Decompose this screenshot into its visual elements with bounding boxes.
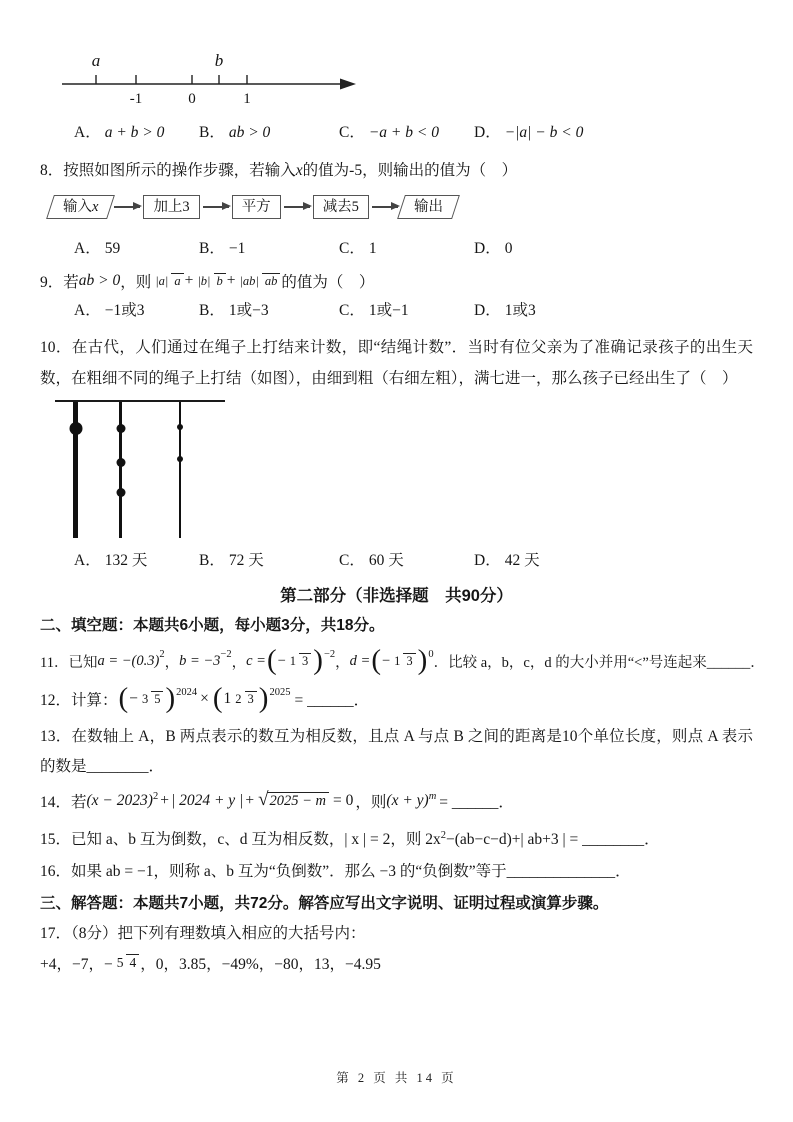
right-paren: ) (258, 682, 269, 715)
q9-condition: ab > 0 (78, 272, 121, 289)
point-a-label: a (91, 51, 101, 70)
axis-arrowhead-icon (340, 79, 356, 90)
option-value: 1或−1 (368, 302, 409, 319)
option-value: 72 天 (228, 552, 264, 569)
solution-section-heading: 三、解答题：本题共7小题，共72分。解答应写出文字说明、证明过程或演算步骤。 (40, 895, 609, 913)
minus-sign: − (277, 652, 286, 669)
fraction (114, 955, 140, 971)
q10-option-a (74, 550, 199, 572)
fraction (287, 654, 312, 669)
fraction-denominator: 3 (403, 653, 415, 668)
q7-option-a (74, 122, 199, 144)
q9-options-row (74, 300, 753, 322)
q17-number-list (40, 952, 753, 974)
flow-arrow-icon (284, 206, 310, 208)
exponent: −2 (220, 649, 232, 660)
exponent: 0 (428, 649, 434, 660)
q10-option-b (199, 550, 339, 572)
q8-text-pre: 8．按照如图所示的操作步骤，若输入 (40, 162, 296, 179)
knot (69, 422, 82, 435)
q11-d-lhs: d = (349, 652, 371, 669)
times-sign: × (200, 690, 209, 708)
q8-options-row (74, 238, 753, 260)
q15-text-post: −(ab−c−d)+| ab+3 | = ________． (445, 831, 660, 849)
rope-medium (119, 402, 122, 538)
radicand: 2025 − m (267, 792, 330, 809)
flow-node-square: 平方 (232, 195, 281, 219)
part2-heading: 第二部分（非选择题 共90分） (280, 587, 513, 605)
q8-variable: x (295, 162, 303, 179)
option-value: 1或−3 (228, 302, 269, 319)
flow-arrow-icon (114, 206, 140, 208)
fraction (237, 274, 281, 289)
option-label: C． (339, 552, 365, 569)
q9-option-b (199, 300, 339, 322)
flow-node-input-label (63, 198, 98, 216)
option-label: C． (339, 240, 365, 257)
q11-b-expression: b = −3 (179, 652, 221, 669)
flow-node-output (397, 195, 460, 219)
q10-options-row (74, 550, 753, 572)
q8-option-c (339, 238, 474, 260)
exponent: m (428, 791, 437, 803)
fraction (152, 274, 183, 289)
fraction (139, 692, 164, 707)
exponent: 2 (152, 791, 159, 803)
q14-power-term: (x + y) (386, 792, 429, 810)
right-paren: ) (417, 644, 428, 676)
tick-label-neg1: -1 (129, 91, 143, 107)
comma: ， (335, 654, 350, 671)
option-value: 42 天 (504, 552, 540, 569)
q11-c-lhs: c = (246, 652, 266, 669)
fraction-denominator: b (214, 273, 226, 288)
flow-node-subtract5: 减去5 (313, 195, 369, 219)
knot (116, 458, 125, 467)
minus-sign: − (381, 652, 391, 669)
knot (116, 488, 125, 497)
q12-text-pre: 12．计算： (40, 692, 118, 710)
right-paren: ) (313, 644, 323, 676)
knot (116, 424, 125, 433)
q15-text (40, 824, 753, 852)
q9-option-c (339, 300, 474, 322)
plus-sign: + (226, 272, 236, 289)
option-value: 132 天 (104, 552, 148, 569)
fraction-denominator: 3 (245, 691, 257, 706)
q10-option-d (474, 550, 540, 572)
fraction-numerator: 1 (289, 653, 297, 668)
knot (177, 424, 183, 430)
q16-text: 16．如果 ab = −1，则称 a、b 互为“负倒数”．那么 −3 的“负倒数”等于______________． (40, 863, 631, 881)
left-paren: ( (371, 644, 381, 676)
q9-text-pre: 9．若 (40, 274, 79, 291)
right-paren: ) (165, 682, 176, 715)
option-math: ab > 0 (228, 124, 271, 141)
fill-in-section-heading: 二、填空题：本题共6小题，每小题3分，共18分。 (40, 617, 385, 634)
fraction-denominator: a (171, 273, 183, 288)
option-value: 1或3 (504, 302, 536, 319)
q7-option-b (199, 122, 339, 144)
q17-numbers-pre: +4，−7，− (40, 956, 113, 974)
option-label: D． (474, 124, 501, 141)
q8-flowchart (50, 192, 753, 222)
option-label: B． (199, 240, 225, 257)
option-math: −|a| − b < 0 (504, 124, 584, 141)
option-label: D． (474, 552, 501, 569)
flow-node-input (46, 195, 115, 219)
flow-arrow-icon (372, 206, 398, 208)
exponent: 2 (440, 830, 446, 842)
fraction-denominator: 5 (151, 691, 163, 706)
q7-options-row (74, 122, 753, 144)
q9-option-d (474, 300, 536, 322)
minus-sign: − (129, 690, 138, 708)
flow-node-add3: 加上3 (143, 195, 199, 219)
option-math: −a + b < 0 (368, 124, 439, 141)
fraction-numerator: 2 (235, 691, 242, 706)
page-footer: 第 2 页 共 14 页 (336, 1071, 457, 1085)
q8-text (40, 160, 753, 182)
q9-option-a (74, 300, 199, 322)
option-label: D． (474, 240, 501, 257)
fraction-numerator: 3 (141, 691, 149, 706)
q9-text (40, 270, 753, 292)
exponent: −2 (323, 649, 336, 660)
flow-node-output-label: 输出 (413, 199, 443, 215)
tick-label-zero: 0 (188, 91, 196, 107)
q8-option-a (74, 238, 199, 260)
q14-equals-blank: = ______． (439, 794, 514, 812)
fraction-numerator: 1 (394, 653, 401, 668)
option-label: B． (199, 302, 225, 319)
q14-text-mid: ，则 (355, 794, 387, 812)
fraction-numerator: |a| (155, 273, 169, 288)
option-value: −1 (228, 240, 246, 257)
q8-option-b (199, 238, 339, 260)
fraction-numerator: |ab| (239, 273, 259, 288)
q17-numbers-post: ，0，3.85，−49%，−80，13，−4.95 (140, 956, 381, 974)
fraction-denominator: 4 (126, 954, 139, 970)
q14-text-pre: 14．若 (40, 794, 87, 812)
option-label: A． (74, 240, 101, 257)
option-label: A． (74, 552, 101, 569)
q11-text-pre: 11．已知 (40, 654, 98, 671)
q14-equals-zero: = 0 (333, 792, 354, 810)
option-label: A． (74, 302, 101, 319)
q17-title: 17．（8分）把下列有理数填入相应的大括号内： (40, 925, 366, 943)
left-paren: ( (118, 682, 129, 715)
q7-option-c (339, 122, 474, 144)
comma: ， (164, 654, 180, 671)
q12-equals-blank: = ______． (294, 692, 370, 710)
fraction (194, 274, 225, 289)
q14-square-term: (x − 2023) (86, 792, 153, 810)
option-label: A． (74, 124, 101, 141)
q15-text-pre: 15．已知 a、b 互为倒数，c、d 互为相反数，| x | = 2，则 2x (40, 831, 441, 849)
page-content (0, 46, 793, 974)
option-value: −1或3 (104, 302, 145, 319)
fraction-denominator: 3 (299, 653, 311, 668)
left-paren: ( (212, 682, 223, 715)
rope-top-bar (55, 400, 225, 402)
option-label: C． (339, 302, 365, 319)
radical-icon: √ (258, 789, 269, 811)
rope-knots-figure (55, 400, 225, 542)
option-value: 1 (368, 240, 377, 257)
input-text: 输入 (63, 199, 92, 215)
q9-text-mid: ，则 (120, 274, 152, 291)
left-paren: ( (266, 644, 277, 676)
q8-text-post: 的值为-5，则输出的值为（ ） (302, 162, 518, 179)
exponent: 2024 (176, 687, 198, 699)
q8-option-d (474, 238, 512, 260)
fraction (232, 692, 257, 707)
option-value: 0 (504, 240, 513, 257)
q11-text-post: ．比较 a，b，c，d 的大小并用“<”号连起来______． (433, 654, 765, 671)
comma: ， (231, 654, 247, 671)
fraction (391, 654, 416, 669)
q14-text (40, 790, 753, 812)
option-label: C． (339, 124, 365, 141)
exponent: 2 (159, 649, 165, 660)
fraction-numerator: |b| (197, 273, 211, 288)
q11-a-expression: a = −(0.3) (97, 652, 160, 669)
number-line-figure (54, 46, 364, 110)
q12-text (40, 682, 753, 715)
plus-sign: + (184, 272, 194, 289)
q10-text: 10．在古代，人们通过在绳子上打结来计数，即“结绳计数”．当时有位父亲为了准确记录孩子的出生天数，在粗细不同的绳子上打结（如图），由细到粗（右细左粗），满七进一，那么孩子已经出生了（ ） (40, 339, 753, 387)
q9-text-post: 的值为（ ） (281, 274, 375, 291)
square-root (258, 789, 329, 811)
fraction-denominator: ab (262, 273, 281, 288)
plus-sign: + (245, 792, 255, 810)
fraction-numerator: 5 (116, 955, 124, 971)
option-value: 59 (104, 240, 121, 257)
q11-text (40, 644, 765, 676)
q13-text: 13．在数轴上 A，B 两点表示的数互为相反数，且点 A 与点 B 之间的距离是10个单位长度，则点 A 表示的数是________． (40, 728, 753, 776)
knot (177, 456, 183, 462)
option-value: 60 天 (368, 552, 404, 569)
flow-arrow-icon (203, 206, 229, 208)
rope-thin (179, 402, 181, 538)
q12-mixed-integer: 1 (223, 690, 232, 708)
option-label: B． (199, 552, 225, 569)
q14-abs-term: | 2024 + y | (170, 792, 244, 810)
point-b-label: b (214, 51, 224, 70)
option-math: a + b > 0 (104, 124, 165, 141)
plus-sign: + (160, 792, 169, 810)
input-variable: x (92, 199, 99, 215)
tick-label-one: 1 (243, 91, 251, 107)
q10-option-c (339, 550, 474, 572)
option-label: D． (474, 302, 501, 319)
q7-option-d (474, 122, 583, 144)
exponent: 2025 (269, 687, 291, 699)
option-label: B． (199, 124, 225, 141)
